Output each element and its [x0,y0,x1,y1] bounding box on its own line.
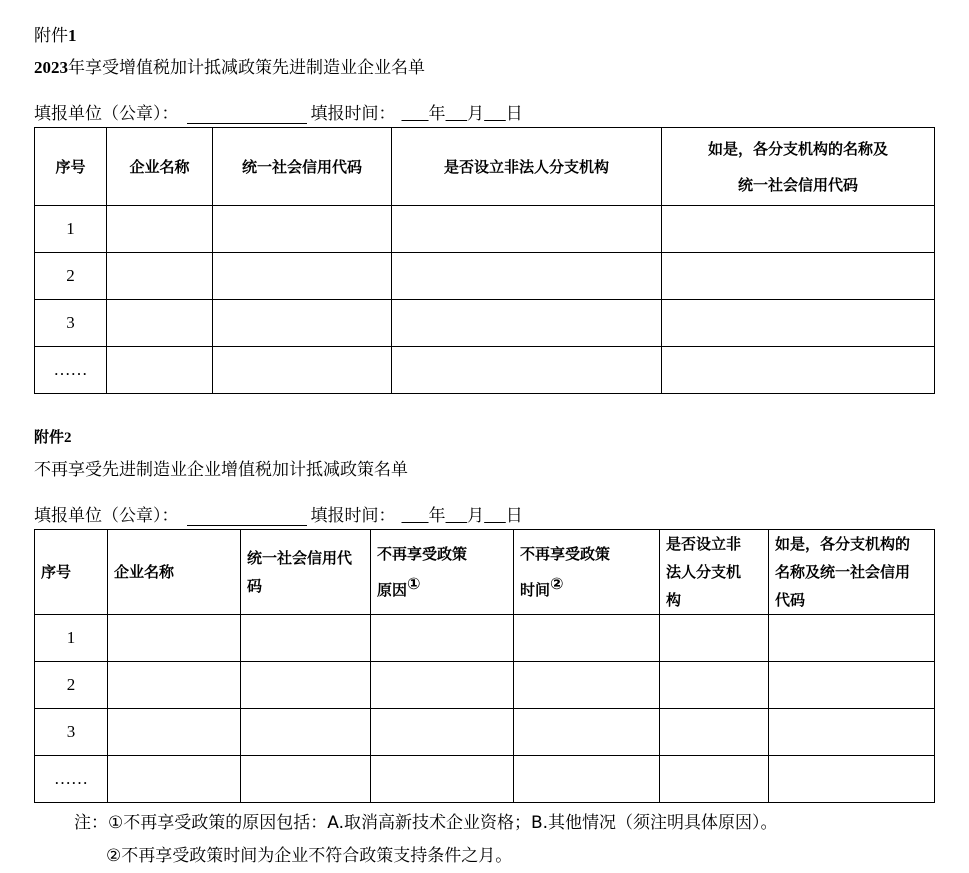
note-mark-2: ② [550,574,564,593]
header-reason-line2 [377,572,513,608]
attachment1-label-num: 1 [68,26,77,45]
header-branch-flag [660,530,769,615]
table-row [35,300,935,347]
cell-company-name[interactable] [108,615,241,662]
cell-branch-flag[interactable] [392,300,662,347]
attachment1-title [34,53,425,78]
header-credit-code-line2: 码 [247,577,263,595]
cell-company-name[interactable] [108,662,241,709]
cell-company-name[interactable] [108,709,241,756]
header-seq: 序号 [35,530,108,615]
date-month: 月 [467,104,485,124]
attachment2-label-text: 附件 [34,428,65,446]
cell-branch-info[interactable] [769,709,935,756]
row-seq: 3 [35,709,108,756]
date-year: 年 [428,104,446,124]
cell-branch-info[interactable] [769,662,935,709]
table-row [35,662,935,709]
table-row [35,347,935,394]
header-reason-text: 原因 [377,581,408,599]
cell-branch-info[interactable] [769,756,935,803]
cell-branch-flag[interactable] [392,206,662,253]
row-seq: 1 [35,615,108,662]
date-day: 日 [505,104,523,124]
attachment2-form-row [34,501,523,526]
header-time [514,530,660,615]
cell-credit-code[interactable] [213,206,392,253]
date-year: 年 [428,506,446,526]
cell-reason[interactable] [371,615,514,662]
cell-credit-code[interactable] [241,709,371,756]
header-time-line2 [520,572,659,608]
cell-time[interactable] [514,662,660,709]
header-company-name: 企业名称 [107,128,213,206]
header-time-line1: 不再享受政策 [520,545,611,563]
row-seq: …… [35,347,107,394]
header-branch-info [662,128,935,206]
cell-branch-flag[interactable] [660,662,769,709]
note-mark-1: ① [407,574,421,593]
cell-branch-flag[interactable] [392,253,662,300]
attachment2-table [34,529,935,803]
row-seq: 1 [35,206,107,253]
table-row [35,709,935,756]
header-branch-info-line2: 统一社会信用代码 [737,175,858,194]
attachment2-label-num: 2 [64,430,72,446]
table-row [35,206,935,253]
note-line-1: 注：①不再享受政策的原因包括：A.取消高新技术企业资格；B.其他情况（须注明具体原因）。 [74,813,778,833]
header-reason-line1: 不再享受政策 [377,545,468,563]
header-credit-code: 统一社会信用代码 [213,128,392,206]
header-branch-flag-line3: 构 [666,591,682,609]
cell-branch-info[interactable] [662,347,935,394]
cell-credit-code[interactable] [241,756,371,803]
table-row [35,253,935,300]
date-month: 月 [467,506,485,526]
header-branch-flag-line1: 是否设立非 [666,535,742,553]
cell-branch-info[interactable] [662,300,935,347]
cell-branch-flag[interactable] [660,756,769,803]
header-branch-info-line1: 如是，各分支机构的 [775,535,911,553]
table-header-row [35,530,935,615]
header-credit-code-line1: 统一社会信用代 [247,549,353,567]
cell-branch-flag[interactable] [660,709,769,756]
cell-branch-info[interactable] [662,253,935,300]
cell-branch-info[interactable] [769,615,935,662]
cell-company-name[interactable] [108,756,241,803]
cell-company-name[interactable] [107,206,213,253]
cell-credit-code[interactable] [241,615,371,662]
unit-blank [187,507,307,526]
attachment1-form-row [34,99,523,124]
header-time-text: 时间 [520,581,551,599]
row-seq: 3 [35,300,107,347]
attachment1-title-year: 2023 [34,58,68,77]
cell-reason[interactable] [371,709,514,756]
unit-blank [187,105,307,124]
header-branch-info-line1: 如是，各分支机构的名称及 [707,139,888,158]
cell-time[interactable] [514,615,660,662]
header-branch-info [769,530,935,615]
cell-time[interactable] [514,756,660,803]
row-seq: 2 [35,253,107,300]
header-reason [371,530,514,615]
date-blank [402,506,523,526]
table-row [35,615,935,662]
header-seq: 序号 [35,128,107,206]
header-branch-info-line3: 代码 [775,591,806,609]
attachment2-label [34,426,72,447]
time-label: 填报时间： [310,506,396,526]
date-day: 日 [505,506,523,526]
cell-branch-flag[interactable] [660,615,769,662]
cell-time[interactable] [514,709,660,756]
note-line-2: ②不再享受政策时间为企业不符合政策支持条件之月。 [106,846,513,866]
cell-reason[interactable] [371,756,514,803]
attachment1-label-text: 附件 [34,26,68,46]
unit-label: 填报单位（公章）： [34,104,179,124]
date-blank [402,104,523,124]
attachment1-title-text: 年享受增值税加计抵减政策先进制造业企业名单 [68,58,425,78]
cell-credit-code[interactable] [213,300,392,347]
cell-branch-info[interactable] [662,206,935,253]
cell-credit-code[interactable] [241,662,371,709]
attachment1-table [34,127,935,394]
attachment2-title: 不再享受先进制造业企业增值税加计抵减政策名单 [34,460,408,480]
table-row [35,756,935,803]
row-seq: 2 [35,662,108,709]
cell-credit-code[interactable] [213,347,392,394]
header-branch-flag-line2: 法人分支机 [666,563,742,581]
unit-label: 填报单位（公章）： [34,506,179,526]
header-branch-info-line2: 名称及统一社会信用 [775,563,911,581]
cell-company-name[interactable] [107,253,213,300]
row-seq: …… [35,756,108,803]
cell-reason[interactable] [371,662,514,709]
cell-company-name[interactable] [107,300,213,347]
header-credit-code [241,530,371,615]
cell-company-name[interactable] [107,347,213,394]
attachment1-label [34,21,77,46]
cell-branch-flag[interactable] [392,347,662,394]
time-label: 填报时间： [310,104,396,124]
header-branch-flag: 是否设立非法人分支机构 [392,128,662,206]
table-header-row [35,128,935,206]
header-company-name: 企业名称 [108,530,241,615]
cell-credit-code[interactable] [213,253,392,300]
